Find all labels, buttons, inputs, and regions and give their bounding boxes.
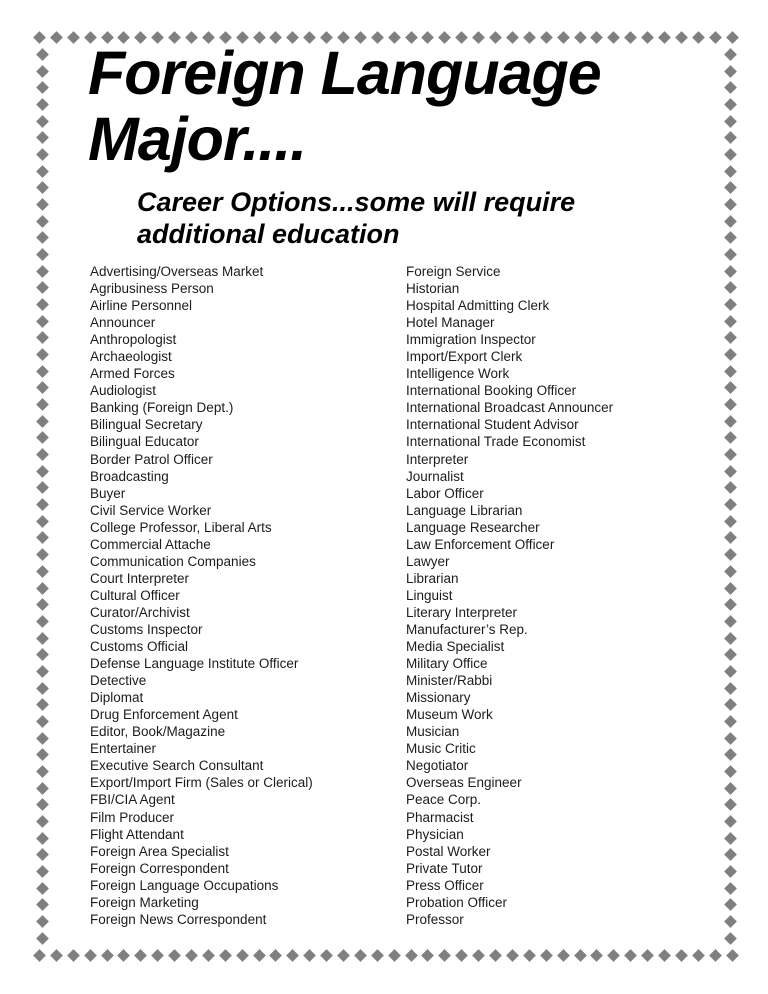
list-item: Agribusiness Person <box>90 281 214 297</box>
list-item: Foreign Marketing <box>90 894 199 910</box>
diamond-icon <box>724 115 737 128</box>
list-item: Probation Officer <box>406 894 508 910</box>
diamond-icon <box>591 949 604 962</box>
list-item: International Student Advisor <box>406 417 579 433</box>
list-item: Border Patrol Officer <box>90 451 213 467</box>
diamond-icon <box>36 98 49 111</box>
diamond-icon <box>36 665 49 678</box>
list-item: Buyer <box>90 485 126 501</box>
diamond-icon <box>67 31 80 44</box>
list-item: Hospital Admitting Clerk <box>406 298 550 314</box>
diamond-icon <box>36 465 49 478</box>
diamond-icon <box>236 949 249 962</box>
diamond-icon <box>726 949 739 962</box>
diamond-icon <box>36 432 49 445</box>
diamond-icon <box>168 949 181 962</box>
list-item: Private Tutor <box>406 860 483 876</box>
diamond-icon <box>36 198 49 211</box>
diamond-icon <box>50 31 63 44</box>
list-item: Communication Companies <box>90 553 256 569</box>
diamond-icon <box>388 949 401 962</box>
list-item: Pharmacist <box>406 809 474 825</box>
diamond-icon <box>36 298 49 311</box>
list-item: Anthropologist <box>90 332 177 348</box>
list-item: Foreign Language Occupations <box>90 877 279 893</box>
diamond-icon <box>557 949 570 962</box>
list-item: Hotel Manager <box>406 315 495 331</box>
diamond-icon <box>724 148 737 161</box>
list-item: Linguist <box>406 587 453 603</box>
diamond-icon <box>607 949 620 962</box>
diamond-icon <box>36 832 49 845</box>
diamond-icon <box>641 949 654 962</box>
diamond-icon <box>354 949 367 962</box>
list-item: Military Office <box>406 656 488 672</box>
diamond-icon <box>36 932 49 945</box>
diamond-icon <box>270 949 283 962</box>
list-item: Physician <box>406 826 464 842</box>
list-item: Musician <box>406 724 460 740</box>
list-item: Advertising/Overseas Market <box>90 264 264 279</box>
diamond-icon <box>36 848 49 861</box>
diamond-icon <box>523 949 536 962</box>
list-item: Audiologist <box>90 383 157 399</box>
list-item: International Trade Economist <box>406 434 586 450</box>
list-item: Interpreter <box>406 451 469 467</box>
list-item: Librarian <box>406 570 459 586</box>
diamond-icon <box>455 949 468 962</box>
diamond-icon <box>658 949 671 962</box>
diamond-icon <box>36 265 49 278</box>
list-item: Civil Service Worker <box>90 502 212 518</box>
career-list-right <box>406 263 730 928</box>
diamond-icon <box>36 315 49 328</box>
diamond-icon <box>36 732 49 745</box>
list-item: Foreign News Correspondent <box>90 911 267 927</box>
diamond-icon <box>36 382 49 395</box>
diamond-icon <box>36 598 49 611</box>
list-item: Curator/Archivist <box>90 604 190 620</box>
diamond-icon <box>724 48 737 61</box>
list-item: Flight Attendant <box>90 826 184 842</box>
diamond-icon <box>36 482 49 495</box>
list-item: Editor, Book/Magazine <box>90 724 226 740</box>
diamond-icon <box>36 765 49 778</box>
diamond-icon <box>36 782 49 795</box>
diamond-icon <box>692 31 705 44</box>
list-item: Foreign Area Specialist <box>90 843 229 859</box>
list-item: Broadcasting <box>90 468 169 484</box>
diamond-icon <box>724 65 737 78</box>
diamond-icon <box>36 81 49 94</box>
diamond-icon <box>202 949 215 962</box>
list-item: Immigration Inspector <box>406 332 536 348</box>
diamond-icon <box>371 949 384 962</box>
diamond-icon <box>624 949 637 962</box>
diamond-icon <box>36 882 49 895</box>
diamond-border-bottom <box>35 949 737 962</box>
diamond-icon <box>36 332 49 345</box>
diamond-icon <box>36 915 49 928</box>
list-item: Overseas Engineer <box>406 775 522 791</box>
diamond-icon <box>36 248 49 261</box>
diamond-icon <box>36 532 49 545</box>
diamond-icon <box>33 31 46 44</box>
list-item: Customs Official <box>90 639 189 655</box>
diamond-icon <box>506 949 519 962</box>
diamond-icon <box>724 81 737 94</box>
list-item: Postal Worker <box>406 843 491 859</box>
diamond-icon <box>36 398 49 411</box>
diamond-icon <box>675 949 688 962</box>
diamond-icon <box>50 949 63 962</box>
diamond-icon <box>36 131 49 144</box>
diamond-icon <box>724 932 737 945</box>
diamond-icon <box>692 949 705 962</box>
diamond-icon <box>36 148 49 161</box>
list-item: Language Librarian <box>406 502 523 518</box>
diamond-icon <box>67 949 80 962</box>
list-item: Film Producer <box>90 809 175 825</box>
diamond-icon <box>134 949 147 962</box>
list-item: Detective <box>90 673 147 689</box>
diamond-icon <box>540 949 553 962</box>
diamond-icon <box>36 498 49 511</box>
diamond-icon <box>36 348 49 361</box>
list-item: Language Researcher <box>406 519 540 535</box>
diamond-icon <box>709 949 722 962</box>
diamond-icon <box>36 615 49 628</box>
list-item: Literary Interpreter <box>406 604 518 620</box>
list-item: Media Specialist <box>406 639 505 655</box>
list-item: Archaeologist <box>90 349 172 365</box>
list-item: Professor <box>406 911 464 927</box>
diamond-icon <box>472 949 485 962</box>
list-item: Negotiator <box>406 758 469 774</box>
career-list-left <box>90 263 406 928</box>
list-item: Foreign Service <box>406 264 501 279</box>
diamond-icon <box>724 131 737 144</box>
diamond-icon <box>489 949 502 962</box>
diamond-icon <box>337 949 350 962</box>
list-item: Diplomat <box>90 690 144 706</box>
diamond-icon <box>36 115 49 128</box>
diamond-icon <box>36 582 49 595</box>
page-title: Foreign Language Major.... <box>88 39 601 173</box>
list-item: Press Officer <box>406 877 484 893</box>
list-item: Cultural Officer <box>90 587 180 603</box>
diamond-icon <box>724 98 737 111</box>
list-item: FBI/CIA Agent <box>90 792 175 808</box>
diamond-icon <box>36 715 49 728</box>
diamond-icon <box>36 548 49 561</box>
diamond-icon <box>36 682 49 695</box>
diamond-icon <box>439 949 452 962</box>
diamond-icon <box>36 648 49 661</box>
diamond-icon <box>253 949 266 962</box>
list-item: College Professor, Liberal Arts <box>90 519 272 535</box>
list-item: International Booking Officer <box>406 383 577 399</box>
list-item: Executive Search Consultant <box>90 758 264 774</box>
diamond-icon <box>405 949 418 962</box>
diamond-icon <box>36 748 49 761</box>
list-item: Import/Export Clerk <box>406 349 523 365</box>
diamond-icon <box>36 898 49 911</box>
list-item: International Broadcast Announcer <box>406 400 614 416</box>
diamond-icon <box>36 365 49 378</box>
diamond-icon <box>36 815 49 828</box>
diamond-icon <box>36 798 49 811</box>
diamond-icon <box>36 215 49 228</box>
diamond-icon <box>724 165 737 178</box>
diamond-icon <box>151 949 164 962</box>
diamond-icon <box>709 31 722 44</box>
list-item: Customs Inspector <box>90 621 203 637</box>
diamond-icon <box>724 198 737 211</box>
diamond-icon <box>185 949 198 962</box>
list-item: Announcer <box>90 315 156 331</box>
diamond-icon <box>33 949 46 962</box>
list-item: Law Enforcement Officer <box>406 536 555 552</box>
diamond-icon <box>36 182 49 195</box>
diamond-icon <box>36 865 49 878</box>
diamond-icon <box>303 949 316 962</box>
list-item: Labor Officer <box>406 485 484 501</box>
diamond-icon <box>36 232 49 245</box>
list-item: Lawyer <box>406 553 450 569</box>
diamond-icon <box>724 232 737 245</box>
career-columns <box>90 263 730 928</box>
list-item: Foreign Correspondent <box>90 860 229 876</box>
list-item: Defense Language Institute Officer <box>90 656 299 672</box>
diamond-icon <box>118 949 131 962</box>
page-subtitle: Career Options...some will require additional education <box>137 187 576 249</box>
list-item: Bilingual Educator <box>90 434 199 450</box>
list-item: Court Interpreter <box>90 570 190 586</box>
list-item: Bilingual Secretary <box>90 417 203 433</box>
diamond-icon <box>320 949 333 962</box>
diamond-icon <box>675 31 688 44</box>
diamond-icon <box>422 949 435 962</box>
list-item: Historian <box>406 281 460 297</box>
diamond-icon <box>724 248 737 261</box>
diamond-icon <box>724 215 737 228</box>
diamond-icon <box>36 565 49 578</box>
diamond-icon <box>36 448 49 461</box>
diamond-icon <box>36 48 49 61</box>
diamond-icon <box>36 65 49 78</box>
diamond-icon <box>36 415 49 428</box>
list-item: Banking (Foreign Dept.) <box>90 400 234 416</box>
diamond-icon <box>219 949 232 962</box>
list-item: Manufacturer’s Rep. <box>406 621 528 637</box>
list-item: Airline Personnel <box>90 298 193 314</box>
diamond-icon <box>286 949 299 962</box>
diamond-icon <box>101 949 114 962</box>
diamond-icon <box>36 282 49 295</box>
list-item: Peace Corp. <box>406 792 482 808</box>
list-item: Missionary <box>406 690 471 706</box>
list-item: Entertainer <box>90 741 157 757</box>
list-item: Music Critic <box>406 741 476 757</box>
diamond-icon <box>36 698 49 711</box>
diamond-icon <box>574 949 587 962</box>
diamond-icon <box>84 949 97 962</box>
diamond-icon <box>36 165 49 178</box>
diamond-icon <box>36 632 49 645</box>
list-item: Drug Enforcement Agent <box>90 707 238 723</box>
list-item: Intelligence Work <box>406 366 510 382</box>
list-item: Journalist <box>406 468 464 484</box>
list-item: Export/Import Firm (Sales or Clerical) <box>90 775 313 791</box>
list-item: Minister/Rabbi <box>406 673 493 689</box>
list-item: Museum Work <box>406 707 493 723</box>
list-item: Commercial Attache <box>90 536 211 552</box>
diamond-icon <box>726 31 739 44</box>
diamond-icon <box>724 182 737 195</box>
diamond-border-left <box>36 50 49 943</box>
diamond-icon <box>36 515 49 528</box>
list-item: Armed Forces <box>90 366 175 382</box>
